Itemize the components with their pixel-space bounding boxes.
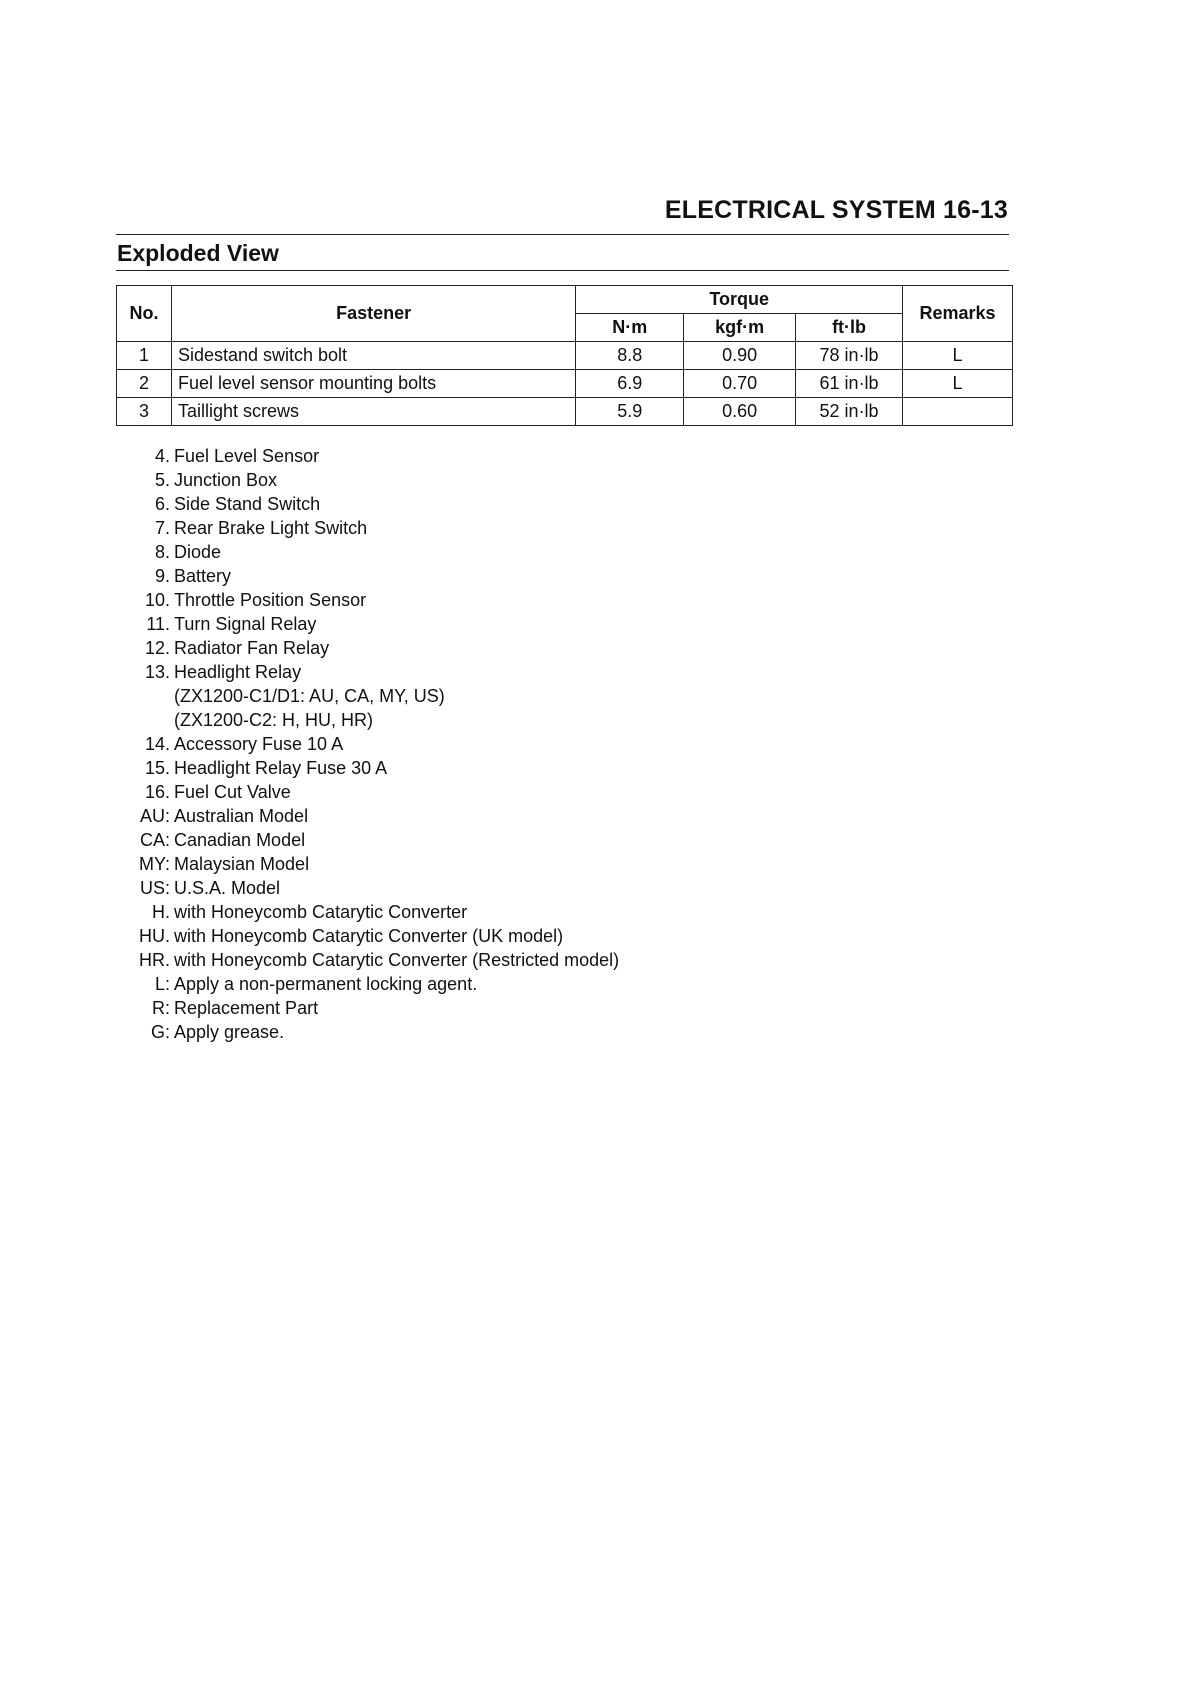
legend-list <box>116 444 619 1044</box>
cell-fastener: Sidestand switch bolt <box>171 342 575 370</box>
header-remarks: Remarks <box>903 286 1013 342</box>
legend-key: 6. <box>154 494 170 514</box>
table-header-row <box>117 286 1013 314</box>
legend-item <box>116 924 619 948</box>
header-ftlb: ft·lb <box>796 314 903 342</box>
cell-remarks: L <box>903 342 1013 370</box>
legend-text: Throttle Position Sensor <box>174 590 367 610</box>
legend-item <box>116 780 619 804</box>
legend-item <box>116 1020 619 1044</box>
table-row <box>117 370 1013 398</box>
legend-text: Headlight Relay Fuse 30 A <box>174 758 388 778</box>
cell-ftlb: 52 in·lb <box>796 398 903 426</box>
cell-no: 3 <box>117 398 172 426</box>
legend-key: 8. <box>154 542 170 562</box>
legend-text: Apply a non-permanent locking agent. <box>174 974 478 994</box>
header-divider <box>116 234 1009 235</box>
legend-text: Rear Brake Light Switch <box>174 518 368 538</box>
headlight-relay-note: (ZX1200-C2: H, HU, HR) <box>174 710 374 730</box>
header-torque: Torque <box>576 286 903 314</box>
legend-text: Malaysian Model <box>174 854 310 874</box>
legend-item <box>116 492 619 516</box>
legend-item <box>116 900 619 924</box>
legend-key: G: <box>150 1022 170 1042</box>
cell-nm: 8.8 <box>576 342 684 370</box>
legend-text: Battery <box>174 566 232 586</box>
legend-key: 5. <box>154 470 170 490</box>
page-title: ELECTRICAL SYSTEM 16-13 <box>664 196 1008 224</box>
legend-text: Junction Box <box>174 470 278 490</box>
legend-item <box>116 852 619 876</box>
header-fastener: Fastener <box>171 286 575 342</box>
legend-key: 16. <box>144 782 170 802</box>
cell-nm: 6.9 <box>576 370 684 398</box>
legend-text: Turn Signal Relay <box>174 614 317 634</box>
legend-key: US: <box>139 878 170 898</box>
legend-item <box>116 996 619 1020</box>
cell-kgfm: 0.70 <box>684 370 796 398</box>
cell-ftlb: 61 in·lb <box>796 370 903 398</box>
legend-item <box>116 540 619 564</box>
legend-text: Accessory Fuse 10 A <box>174 734 344 754</box>
legend-key: H. <box>152 902 170 922</box>
cell-ftlb: 78 in·lb <box>796 342 903 370</box>
legend-key: HU. <box>139 926 170 946</box>
legend-text: with Honeycomb Catarytic Converter (UK model) <box>174 926 564 946</box>
legend-item <box>116 660 619 684</box>
legend-text: Australian Model <box>174 806 309 826</box>
legend-key: 9. <box>154 566 170 586</box>
legend-key: MY: <box>138 854 170 874</box>
legend-text: Headlight Relay <box>174 662 302 682</box>
legend-key: CA: <box>139 830 170 850</box>
cell-no: 1 <box>117 342 172 370</box>
legend-text: Radiator Fan Relay <box>174 638 330 658</box>
legend-key: AU: <box>139 806 170 826</box>
cell-no: 2 <box>117 370 172 398</box>
legend-key: 4. <box>154 446 170 466</box>
legend-key: 12. <box>144 638 170 658</box>
legend-text: Fuel Cut Valve <box>174 782 291 802</box>
legend-key: 10. <box>144 590 170 610</box>
legend-item <box>116 468 619 492</box>
legend-item <box>116 564 619 588</box>
legend-key: 14. <box>144 734 170 754</box>
headlight-relay-note: (ZX1200-C1/D1: AU, CA, MY, US) <box>174 686 445 706</box>
legend-text: Side Stand Switch <box>174 494 321 514</box>
section-title: Exploded View <box>117 240 279 266</box>
cell-nm: 5.9 <box>576 398 684 426</box>
legend-text: with Honeycomb Catarytic Converter (Restricted model) <box>174 950 620 970</box>
legend-text: Diode <box>174 542 222 562</box>
cell-kgfm: 0.90 <box>684 342 796 370</box>
table-row <box>117 398 1013 426</box>
legend-text: Replacement Part <box>174 998 319 1018</box>
cell-fastener: Taillight screws <box>171 398 575 426</box>
legend-text: Apply grease. <box>174 1022 285 1042</box>
section-divider <box>116 270 1009 271</box>
legend-item <box>116 444 619 468</box>
legend-text: U.S.A. Model <box>174 878 281 898</box>
legend-key: 7. <box>154 518 170 538</box>
legend-item <box>116 588 619 612</box>
legend-key: HR. <box>139 950 170 970</box>
legend-key: L: <box>154 974 170 994</box>
legend-key: R: <box>152 998 170 1018</box>
legend-item <box>116 756 619 780</box>
table-row <box>117 342 1013 370</box>
legend-text: Canadian Model <box>174 830 306 850</box>
header-kgfm: kgf·m <box>684 314 796 342</box>
header-no: No. <box>117 286 172 342</box>
cell-remarks <box>903 398 1013 426</box>
legend-key: 15. <box>144 758 170 778</box>
legend-item <box>116 636 619 660</box>
legend-item <box>116 972 619 996</box>
legend-item <box>116 828 619 852</box>
torque-table <box>116 285 1013 426</box>
legend-item <box>116 876 619 900</box>
legend-text: Fuel Level Sensor <box>174 446 320 466</box>
legend-key: 13. <box>144 662 170 682</box>
legend-item <box>116 612 619 636</box>
cell-remarks: L <box>903 370 1013 398</box>
header-nm: N·m <box>576 314 684 342</box>
legend-text: with Honeycomb Catarytic Converter <box>174 902 468 922</box>
legend-item <box>116 948 619 972</box>
legend-item <box>116 804 619 828</box>
legend-key: 11. <box>146 614 170 634</box>
cell-fastener: Fuel level sensor mounting bolts <box>171 370 575 398</box>
cell-kgfm: 0.60 <box>684 398 796 426</box>
legend-item <box>116 732 619 756</box>
legend-item <box>116 516 619 540</box>
